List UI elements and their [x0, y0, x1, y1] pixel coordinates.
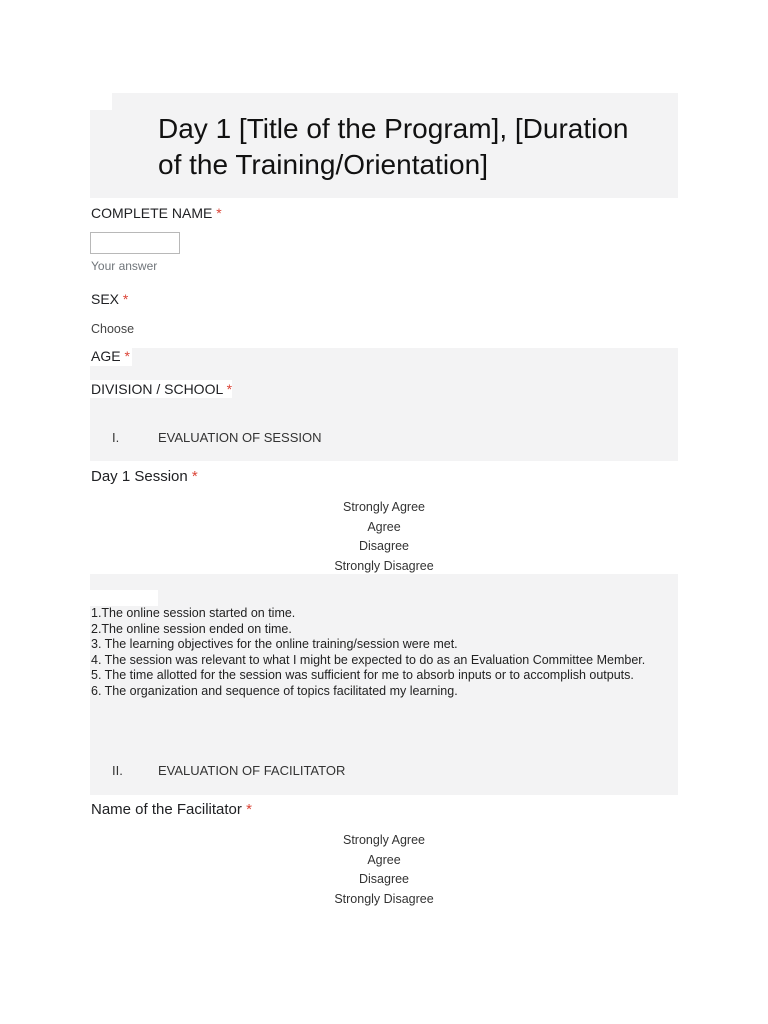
- required-marker: *: [191, 468, 198, 485]
- age-label: AGE *: [91, 348, 130, 364]
- statements-band-notch: [90, 590, 158, 606]
- statement-item: 3. The learning objectives for the online training/session were met.: [91, 637, 458, 651]
- sex-label: SEX *: [91, 291, 129, 307]
- statement-item: 2.The online session ended on time.: [91, 621, 292, 636]
- form-title-line-1: Day 1 [Title of the Program], [Duration: [158, 113, 629, 144]
- form-title-line-2: of the Training/Orientation]: [158, 149, 488, 180]
- scale-option[interactable]: Strongly Agree: [343, 500, 425, 514]
- rating-scale: [0, 831, 768, 909]
- facilitator-name-label: Name of the Facilitator *: [91, 801, 252, 818]
- required-marker: *: [226, 381, 233, 397]
- title-band-notch: [90, 93, 112, 110]
- rating-scale: [0, 498, 768, 576]
- scale-option[interactable]: Disagree: [358, 539, 410, 553]
- statement-item: 1.The online session started on time.: [91, 606, 296, 620]
- section-1-title: EVALUATION OF SESSION: [158, 430, 322, 445]
- required-marker: *: [246, 801, 252, 818]
- complete-name-input[interactable]: [90, 232, 180, 254]
- division-school-label: DIVISION / SCHOOL *: [91, 381, 233, 397]
- scale-option[interactable]: Disagree: [358, 872, 410, 886]
- required-marker: *: [124, 348, 130, 364]
- statement-item: 6. The organization and sequence of topics facilitated my learning.: [91, 683, 458, 698]
- required-marker: *: [216, 205, 222, 221]
- scale-option[interactable]: Agree: [367, 519, 401, 534]
- scale-option[interactable]: Strongly Disagree: [334, 558, 434, 573]
- scale-option[interactable]: Strongly Agree: [343, 833, 425, 847]
- required-marker: *: [122, 291, 129, 307]
- section-2-numeral: II.: [112, 763, 123, 778]
- section-1-numeral: I.: [112, 430, 120, 445]
- complete-name-label: COMPLETE NAME *: [91, 205, 222, 221]
- statement-item: 4. The session was relevant to what I might be expected to do as an Evaluation Committee Member.: [91, 652, 646, 667]
- answer-placeholder: Your answer: [91, 259, 158, 273]
- statement-list: [91, 606, 651, 699]
- day1-session-label: Day 1 Session *: [91, 468, 198, 485]
- statement-item: 5. The time allotted for the session was sufficient for me to absorb inputs or to accomplish outputs.: [91, 668, 634, 682]
- sex-select[interactable]: Choose: [91, 322, 135, 336]
- scale-option[interactable]: Agree: [367, 852, 401, 867]
- section-2-title: EVALUATION OF FACILITATOR: [158, 763, 346, 778]
- scale-option[interactable]: Strongly Disagree: [334, 891, 434, 906]
